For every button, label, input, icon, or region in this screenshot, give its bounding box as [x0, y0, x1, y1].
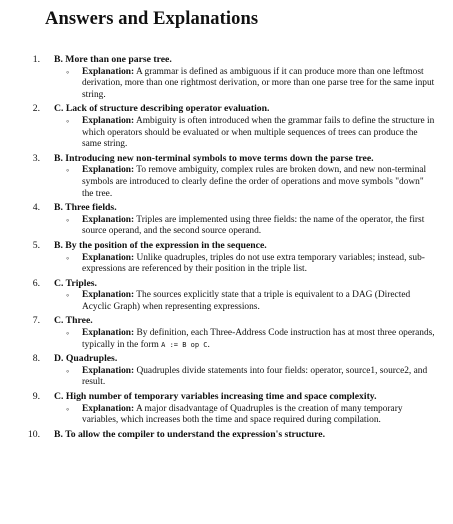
- explanation-text: To remove ambiguity, complex rules are broken down, and new non-terminal symbols are introduced to clearly define the order of operations and move symbols "down" the tree.: [82, 165, 427, 199]
- explanation-text: Quadruples divide statements into four fields: operator, source1, source2, and result.: [82, 365, 428, 388]
- answer-item: [32, 315, 435, 351]
- answer-number: 3.: [32, 152, 40, 164]
- answer-choice: C. High number of temporary variables increasing time and space complexity.: [54, 391, 377, 403]
- answer-item: [27, 428, 435, 441]
- answer-number: 7.: [32, 315, 40, 327]
- bullet-icon: ◦: [66, 252, 70, 263]
- explanation-label: Explanation:: [82, 328, 135, 339]
- answer-number: 1.: [32, 54, 40, 65]
- explanation: [46, 215, 435, 238]
- answer-choice: B. To allow the compiler to understand the expression's structure.: [54, 428, 325, 440]
- answer-number: 10.: [27, 428, 40, 440]
- bullet-icon: ◦: [66, 365, 70, 376]
- explanation: [46, 290, 435, 313]
- explanation: [46, 165, 435, 200]
- explanation-text: Ambiguity is often introduced when the grammar fails to define the structure in which operators should be evaluated or when multiple sequences of trees can produce the same string.: [82, 115, 435, 150]
- explanation-end: .: [207, 339, 210, 350]
- explanation-text: A major disadvantage of Quadruples is the creation of many temporary variables, which increases both the time and space required during compilation.: [82, 403, 403, 426]
- answer-choice: C. Three.: [54, 315, 93, 327]
- answer-choice: B. Introducing new non-terminal symbols to move terms down the parse tree.: [54, 152, 374, 164]
- bullet-icon: ◦: [66, 66, 70, 77]
- explanation: [46, 328, 435, 351]
- answer-item: [32, 54, 435, 101]
- explanation: [46, 67, 435, 102]
- answer-item: [32, 103, 435, 150]
- answer-item: [32, 239, 435, 276]
- explanation: [46, 116, 435, 151]
- explanation-label: Explanation:: [82, 290, 135, 301]
- answer-number: 5.: [32, 239, 40, 251]
- answer-number: 2.: [32, 103, 40, 115]
- bullet-icon: ◦: [66, 328, 70, 339]
- answer-number: 4.: [32, 202, 40, 214]
- answer-number: 9.: [32, 391, 40, 403]
- explanation: [46, 404, 435, 427]
- explanation-label: Explanation:: [82, 165, 135, 176]
- explanation-label: Explanation:: [82, 252, 135, 263]
- explanation-text: A grammar is defined as ambiguous if it can produce more than one leftmost derivation, more than one rightmost derivation, or more than one parse tree for the same input string.: [82, 66, 435, 100]
- answer-choice: B. By the position of the expression in the sequence.: [54, 239, 267, 251]
- bullet-icon: ◦: [66, 403, 70, 414]
- explanation: [46, 366, 435, 389]
- explanation-text: Triples are implemented using three fields: the name of the operator, the first source operand, and the second source operand.: [82, 214, 425, 237]
- explanation-label: Explanation:: [82, 214, 135, 225]
- answer-item: [32, 202, 435, 238]
- answers-list: [27, 54, 435, 440]
- answer-item: [32, 391, 435, 427]
- bullet-icon: ◦: [66, 165, 70, 176]
- answer-number: 8.: [32, 353, 40, 365]
- answer-choice: D. Quadruples.: [54, 353, 118, 365]
- bullet-icon: ◦: [66, 214, 70, 225]
- answer-choice: C. Triples.: [54, 277, 97, 289]
- answer-choice: B. More than one parse tree.: [54, 54, 172, 65]
- bullet-icon: ◦: [66, 115, 70, 126]
- explanation-label: Explanation:: [82, 403, 135, 414]
- answer-item: [32, 353, 435, 389]
- explanation-label: Explanation:: [82, 115, 135, 126]
- bullet-icon: ◦: [66, 290, 70, 301]
- page-title: Answers and Explanations: [45, 9, 259, 29]
- explanation-label: Explanation:: [82, 365, 135, 376]
- answer-number: 6.: [32, 277, 40, 289]
- explanation-label: Explanation:: [82, 66, 135, 77]
- explanation-text: The sources explicitly state that a triple is equivalent to a DAG (Directed Acyclic Graph) when representing expressions.: [82, 290, 411, 312]
- answer-item: [32, 152, 435, 200]
- code-snippet: A := B op C: [161, 340, 208, 349]
- answer-choice: C. Lack of structure describing operator evaluation.: [54, 103, 270, 115]
- explanation-text: By definition, each Three-Address Code instruction has at most three operands, typically in the form: [82, 328, 435, 350]
- explanation: [46, 253, 435, 276]
- explanation-text: Unlike quadruples, triples do not use extra temporary variables; instead, sub-expressions are referenced by their position in the triple list.: [82, 252, 425, 275]
- answer-item: [32, 277, 435, 314]
- answer-choice: B. Three fields.: [54, 202, 117, 214]
